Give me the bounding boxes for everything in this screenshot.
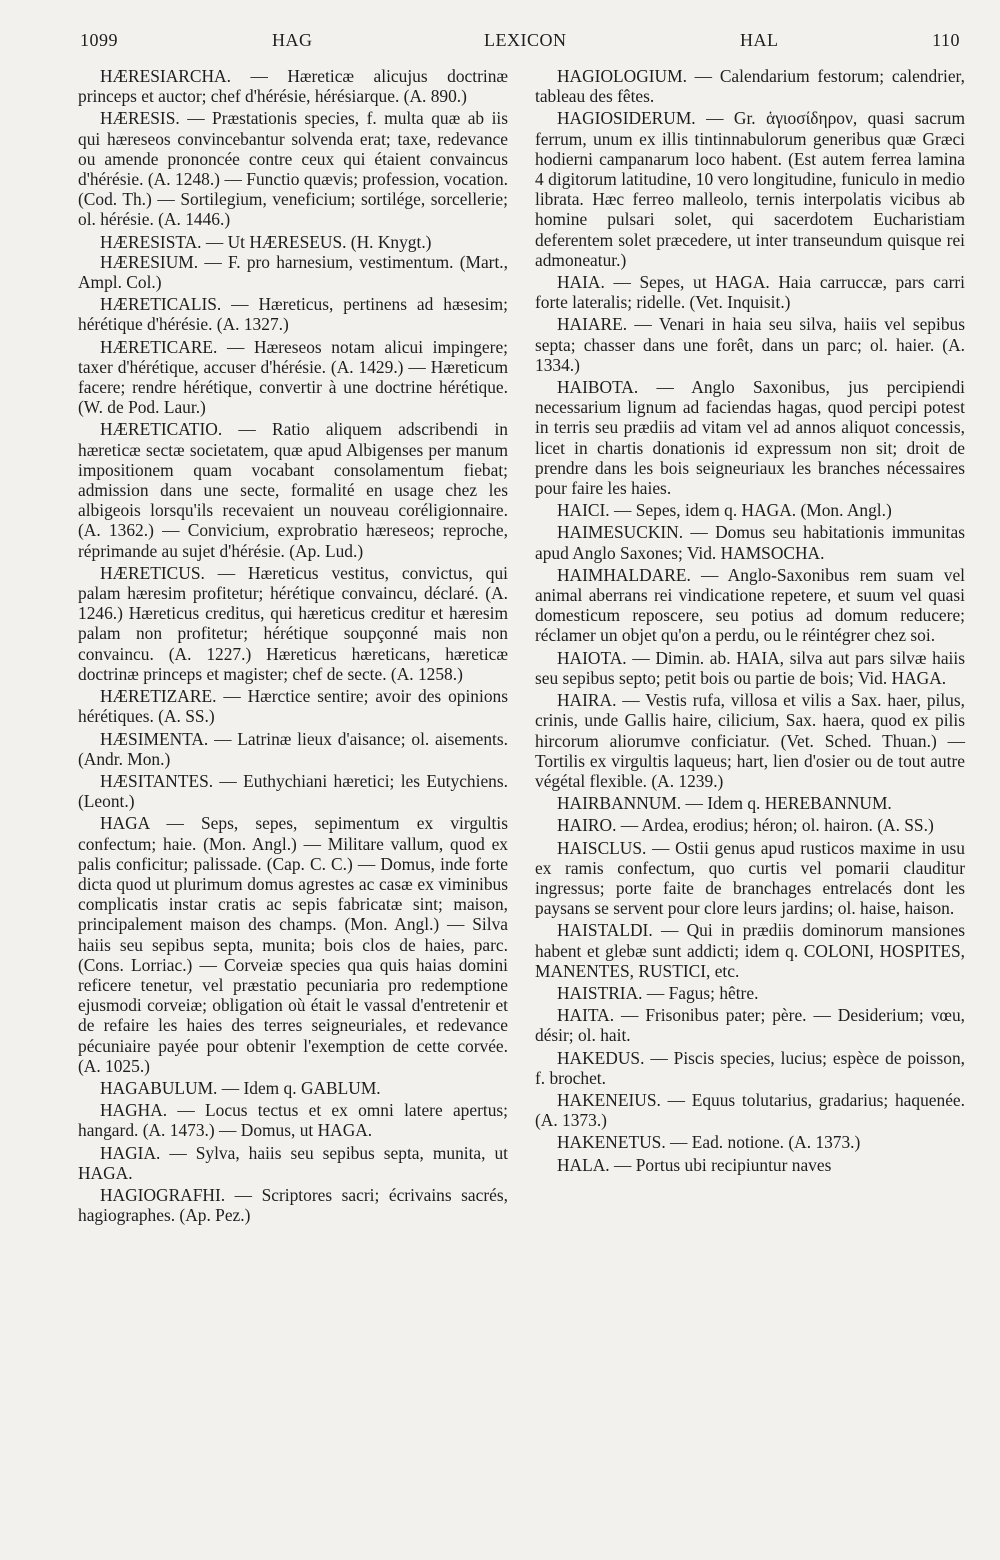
dictionary-entry: HÆRETIZARE. — Hærctice sentire; avoir des opinions hérétiques. (A. SS.) bbox=[78, 686, 508, 727]
dictionary-entry: HÆRETICUS. — Hæreticus vestitus, convictus, qui palam hæresim profitetur; hérétique convaincu, déclaré. (A. 1246.) Hæreticus creditus, qui hæreticus creditur et hæresim palam non profitetur; hérétique soupçonné mais non convaincu. (A. 1227.) Hæreticus hæreticans, hæreticæ doctrinæ princeps et magister; chef de secte. (A. 1258.) bbox=[78, 562, 508, 684]
dictionary-entry: HAICI. — Sepes, idem q. HAGA. (Mon. Angl.) bbox=[557, 500, 892, 521]
dictionary-entry: HÆRESISTA. — Ut HÆRESEUS. (H. Knygt.) bbox=[100, 231, 432, 252]
dictionary-entry: HÆRESIS. — Præstationis species, f. multa quæ ab iis qui hæreseos convincebantur solvenda erat; taxe, redevance ou amende prononcée contre ceux qui étaient convaincus d'hérésie. (A. 1248.) — Functio quævis; profession, vocation. (Cod. Th.) — Sortilegium, veneficium; sortilége, sorcellerie; ol. hérésie. (A. 1446.) bbox=[78, 108, 508, 230]
dictionary-entry: HAKENETUS. — Ead. notione. (A. 1373.) bbox=[557, 1132, 861, 1153]
header-right-word: HAL bbox=[740, 30, 779, 50]
dictionary-entry: HAGHA. — Locus tectus et ex omni latere apertus; hangard. (A. 1473.) — Domus, ut HAGA. bbox=[78, 1100, 508, 1141]
dictionary-entry: HAIRA. — Vestis rufa, villosa et vilis a Sax. haer, pilus, crinis, unde Gallis haire, cilicium, Sax. haera, quod ex pilis hircorum aliorumve conficiatur. (Vet. Sched. Thuan.) — Tortilis ex virgultis laqueus; hart, lien d'osier ou de tout autre végétal flexible. (A. 1239.) bbox=[535, 690, 965, 791]
dictionary-entry: HAIMHALDARE. — Anglo-Saxonibus rem suam vel animal aberrans rei vindicatione repetere, et suum vel quasi domesticum reposcere, seu potius ad domum reducere; réclamer un objet qu'on a perdu, ou le réintégrer chez soi. bbox=[535, 564, 965, 646]
page-number-left: 1099 bbox=[80, 30, 118, 50]
dictionary-entry: HÆRESIUM. — F. pro harnesium, vestimentum. (Mart., Ampl. Col.) bbox=[78, 251, 508, 293]
dictionary-entry: HÆRESIARCHA. — Hæreticæ alicujus doctrinæ princeps et auctor; chef d'hérésie, hérésiarque. (A. 890.) bbox=[78, 66, 508, 107]
dictionary-entry: HAGIOSIDERUM. — Gr. ἁγιοσίδηρον, quasi sacrum ferrum, unum ex illis tintinnabulorum generibus quæ Græci hodierni campanarum loco habent. (Est autem ferrea lamina 4 digitorum latitudine, 10 vero longitudine, funiculo in medio librata. Hæc ferreo malleolo, ternis interpolatis vicibus ab homine pulsari solet, qui sacerdotem Eucharistiam deferentem solet præcedere, ut inter transeundum quisque rei admoneatur.) bbox=[535, 108, 965, 270]
dictionary-entry: HAKEDUS. — Piscis species, lucius; espèce de poisson, f. brochet. bbox=[535, 1047, 965, 1088]
dictionary-entry: HAKENEIUS. — Equus tolutarius, gradarius; haquenée. (A. 1373.) bbox=[535, 1089, 965, 1131]
left-column bbox=[78, 66, 508, 1227]
dictionary-entry: HÆRETICATIO. — Ratio aliquem adscribendi in hæreticæ sectæ societatem, quæ apud Albigenses per manum impositionem quam vocabant consolamentum fiebat; admission dans une secte, formalité en usage chez les albigeois lorsqu'ils recevaient un nouveau coréligionnaire. (A. 1362.) — Convicium, exprobratio hæreseos; reproche, réprimande au sujet d'hérésie. (Ap. Lud.) bbox=[78, 419, 508, 561]
dictionary-entry: HÆRETICARE. — Hæreseos notam alicui impingere; taxer d'hérétique, accuser d'hérésie. (A. 1429.) — Hæreticum facere; rendre hérétique, convertir à une doctrine hérétique. (W. de Pod. Laur.) bbox=[78, 336, 508, 418]
dictionary-entry: HÆSITANTES. — Euthychiani hæretici; les Eutychiens. (Leont.) bbox=[78, 770, 508, 812]
dictionary-entry: HAIRBANNUM. — Idem q. HEREBANNUM. bbox=[557, 793, 892, 814]
dictionary-entry: HALA. — Portus ubi recipiuntur naves bbox=[557, 1154, 832, 1175]
dictionary-entry: HAISTRIA. — Fagus; hêtre. bbox=[557, 982, 759, 1003]
header-left-word: HAG bbox=[272, 30, 313, 50]
dictionary-entry: HÆRETICALIS. — Hæreticus, pertinens ad hæsesim; hérétique d'hérésie. (A. 1327.) bbox=[78, 294, 508, 335]
dictionary-entry: HAIMESUCKIN. — Domus seu habitationis immunitas apud Anglo Saxones; Vid. HAMSOCHA. bbox=[535, 522, 965, 563]
dictionary-entry: HAGABULUM. — Idem q. GABLUM. bbox=[100, 1077, 381, 1098]
dictionary-entry: HAIBOTA. — Anglo Saxonibus, jus percipiendi necessarium lignum ad faciendas hagas, quod percipi potest in terris seu prædiis ad vitam vel ad annos aliquot concessis, licet in chartis donationis id expressum non sit; droit de prendre dans les bois seigneuriaux les branches nécessaires pour faire les haies. bbox=[535, 377, 965, 499]
dictionary-entry: HAIA. — Sepes, ut HAGA. Haia carruccæ, pars carri forte lateralis; ridelle. (Vet. Inquisit.) bbox=[535, 272, 965, 313]
dictionary-entry: HAGIOGRAFHI. — Scriptores sacri; écrivains sacrés, hagiographes. (Ap. Pez.) bbox=[78, 1184, 508, 1226]
page-number-right: 110 bbox=[932, 30, 960, 50]
running-header bbox=[80, 30, 960, 60]
dictionary-entry: HAISCLUS. — Ostii genus apud rusticos maxime in usu ex ramis confectum, quo curtis vel pomarii clauditur ingressus; porte faite de branchages entrelacés dont les paysans se servent pour clore leurs jardins; ol. haise, haison. bbox=[535, 837, 965, 919]
dictionary-entry: HAGA — Seps, sepes, sepimentum ex virgultis confectum; haie. (Mon. Angl.) — Militare vallum, quod ex palis conficitur; palissade. (Cap. C. C.) — Domus, inde forte dicta quod ut plurimum domus agrestes ac casæ ex viminibus complicatis instar cratis ac sepis fabricatæ sint; maison, principalement maison des champs. (Mon. Angl.) — Silva haiis seu sepibus septa, munita; bois clos de haies, parc. (Cons. Lorriac.) — Corveiæ species qua quis haias domini reficere tenetur, vel præstatio pecuniaria pro redemptione ejusmodi corveiæ; obligation où était le vassal d'entretenir et de refaire les haies des terres seigneuriales, et redevance pécuniaire payée pour obtenir l'exemption de cette corvée. (A. 1025.) bbox=[78, 813, 508, 1076]
dictionary-entry: HAIOTA. — Dimin. ab. HAIA, silva aut pars silvæ haiis seu sepibus septo; petit bois ou partie de bois; Vid. HAGA. bbox=[535, 647, 965, 688]
dictionary-entry: HÆSIMENTA. — Latrinæ lieux d'aisance; ol. aisements. (Andr. Mon.) bbox=[78, 728, 508, 769]
dictionary-entry: HAGIOLOGIUM. — Calendarium festorum; calendrier, tableau des fêtes. bbox=[535, 66, 965, 107]
dictionary-entry: HAGIA. — Sylva, haiis seu sepibus septa, munita, ut HAGA. bbox=[78, 1142, 508, 1183]
dictionary-entry: HAISTALDI. — Qui in prædiis dominorum mansiones habent et glebæ sunt addicti; idem q. COLONI, HOSPITES, MANENTES, RUSTICI, etc. bbox=[535, 920, 965, 981]
header-title: LEXICON bbox=[484, 30, 567, 50]
right-column bbox=[535, 66, 965, 1177]
dictionary-entry: HAIRO. — Ardea, erodius; héron; ol. hairon. (A. SS.) bbox=[557, 815, 934, 836]
dictionary-entry: HAITA. — Frisonibus pater; père. — Desiderium; vœu, désir; ol. hait. bbox=[535, 1005, 965, 1046]
dictionary-entry: HAIARE. — Venari in haia seu silva, haiis vel sepibus septa; chasser dans une forêt, dans un parc; ol. haier. (A. 1334.) bbox=[535, 314, 965, 375]
